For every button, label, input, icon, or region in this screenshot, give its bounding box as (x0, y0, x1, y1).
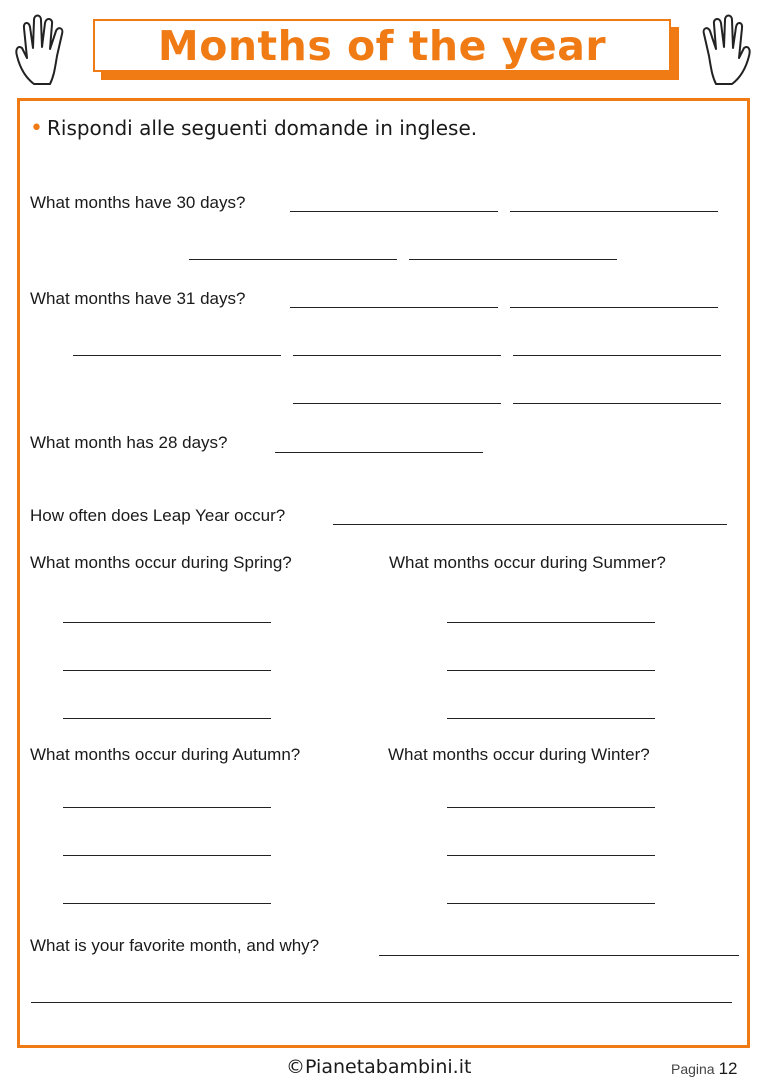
answer-line[interactable] (379, 955, 739, 956)
question-31-days: What months have 31 days? (30, 289, 246, 308)
answer-line[interactable] (63, 718, 271, 719)
left-hand-icon (12, 12, 74, 88)
answer-line[interactable] (409, 259, 617, 260)
question-autumn: What months occur during Autumn? (30, 745, 301, 764)
answer-line[interactable] (447, 855, 655, 856)
right-hand-icon (692, 12, 754, 88)
answer-line[interactable] (447, 670, 655, 671)
answer-line[interactable] (293, 403, 501, 404)
worksheet-frame (17, 98, 750, 1048)
question-winter: What months occur during Winter? (388, 745, 650, 764)
page-title: Months of the year (157, 21, 607, 70)
answer-line[interactable] (510, 211, 718, 212)
page-indicator (671, 1059, 738, 1079)
question-leap-year: How often does Leap Year occur? (30, 506, 286, 525)
question-favorite: What is your favorite month, and why? (30, 936, 320, 955)
footer-brand: ©Pianetabambini.it (286, 1056, 472, 1078)
page-label: Pagina (671, 1061, 715, 1077)
instruction (30, 116, 477, 141)
answer-line[interactable] (63, 622, 271, 623)
page-number: 12 (718, 1059, 738, 1078)
instruction-text: Rispondi alle seguenti domande in inglese. (46, 116, 478, 140)
question-summer: What months occur during Summer? (389, 553, 666, 572)
question-28-days: What month has 28 days? (30, 433, 228, 452)
answer-line[interactable] (293, 355, 501, 356)
answer-line[interactable] (447, 622, 655, 623)
answer-line[interactable] (63, 807, 271, 808)
answer-line[interactable] (447, 903, 655, 904)
answer-line[interactable] (290, 211, 498, 212)
answer-line[interactable] (447, 718, 655, 719)
answer-line[interactable] (63, 855, 271, 856)
answer-line[interactable] (290, 307, 498, 308)
bullet-icon: • (30, 116, 43, 141)
answer-line[interactable] (510, 307, 718, 308)
answer-line[interactable] (31, 1002, 732, 1003)
answer-line[interactable] (63, 670, 271, 671)
answer-line[interactable] (447, 807, 655, 808)
answer-line[interactable] (275, 452, 483, 453)
question-spring: What months occur during Spring? (30, 553, 292, 572)
answer-line[interactable] (513, 403, 721, 404)
title-box (93, 19, 671, 72)
answer-line[interactable] (513, 355, 721, 356)
question-30-days: What months have 30 days? (30, 193, 246, 212)
answer-line[interactable] (73, 355, 281, 356)
answer-line[interactable] (63, 903, 271, 904)
answer-line[interactable] (189, 259, 397, 260)
answer-line[interactable] (333, 524, 727, 525)
